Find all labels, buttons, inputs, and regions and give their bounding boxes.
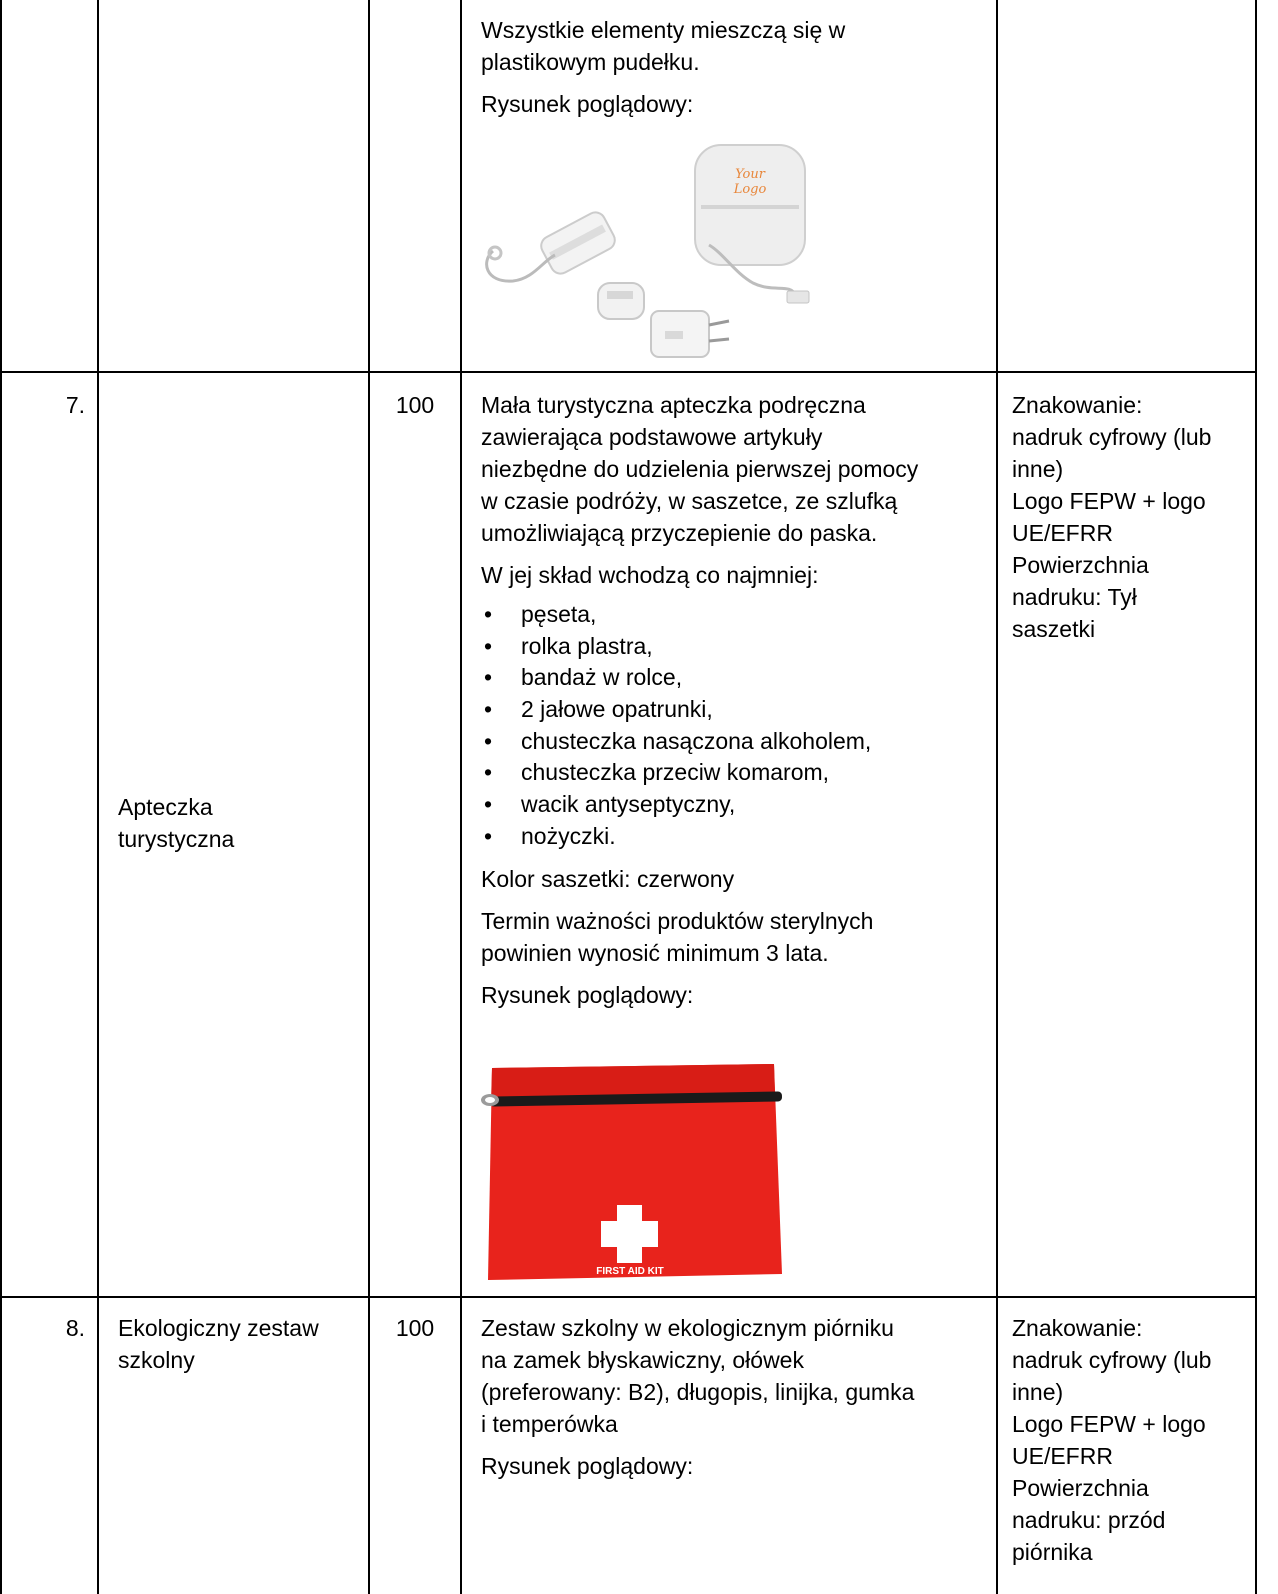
car-charger-shape — [598, 283, 644, 319]
description-line: Wszystkie elementy mieszczą się w — [481, 17, 846, 43]
svg-text:FIRST AID KIT: FIRST AID KIT — [596, 1266, 664, 1277]
first-aid-kit-product-image — [478, 1060, 788, 1288]
product-name — [118, 791, 234, 855]
marking-line: Znakowanie: — [1012, 1315, 1143, 1341]
description-line: Zestaw szkolny w ekologicznym piórniku — [481, 1315, 894, 1341]
table-border-right — [1255, 0, 1257, 1594]
description-line: zawierająca podstawowe artykuły — [481, 424, 823, 450]
description-line: Mała turystyczna apteczka podręczna — [481, 392, 866, 418]
description-line: i temperówka — [481, 1411, 618, 1437]
list-item: • pęseta, — [481, 599, 918, 631]
product-name — [118, 1312, 319, 1376]
illustrative-image-label: Rysunek poglądowy: — [481, 981, 694, 1008]
marking-line: Powierzchnia — [1012, 552, 1149, 578]
marking-line: Logo FEPW + logo — [1012, 1411, 1206, 1437]
description-line: na zamek błyskawiczny, ołówek — [481, 1347, 804, 1373]
list-item: • rolka plastra, — [481, 631, 918, 663]
table-col-divider-4 — [996, 0, 998, 1594]
product-name-line: szkolny — [118, 1347, 195, 1373]
list-item: • nożyczki. — [481, 821, 918, 853]
list-item: • 2 jałowe opatrunki, — [481, 694, 918, 726]
row-continuation-description — [481, 14, 845, 120]
row-number: 8. — [65, 1315, 85, 1341]
contents-list — [481, 599, 918, 853]
description-line: plastikowym pudełku. — [481, 49, 700, 75]
description-line: w czasie podróży, w saszetce, ze szlufką — [481, 488, 898, 514]
description-line: W jej skład wchodzą co najmniej: — [481, 562, 819, 588]
marking-line: nadruk cyfrowy (lub — [1012, 1347, 1212, 1373]
description-line: powinien wynosić minimum 3 lata. — [481, 939, 829, 966]
svg-text:Your: Your — [735, 167, 765, 182]
marking-info — [1012, 389, 1211, 645]
marking-line: nadruku: przód — [1012, 1507, 1166, 1533]
illustrative-image-label: Rysunek poglądowy: — [481, 1453, 694, 1479]
charger-set-product-image — [473, 133, 813, 369]
description-line: Termin ważności produktów sterylnych — [481, 907, 874, 934]
list-item: • chusteczka nasączona alkoholem, — [481, 726, 918, 758]
marking-line: Znakowanie: — [1012, 392, 1143, 418]
marking-line: UE/EFRR — [1012, 1443, 1113, 1469]
product-name-line: Apteczka — [118, 794, 213, 820]
marking-line: nadruku: Tył — [1012, 584, 1137, 610]
table-col-divider-1 — [97, 0, 99, 1594]
description-line: (preferowany: B2), długopis, linijka, gumka — [481, 1379, 915, 1405]
product-name-line: Ekologiczny zestaw — [118, 1315, 319, 1341]
quantity: 100 — [395, 392, 435, 418]
marking-line: UE/EFRR — [1012, 520, 1113, 546]
marking-line: inne) — [1012, 456, 1064, 482]
table-border-left — [0, 0, 2, 1594]
description-line: Kolor saszetki: czerwony — [481, 865, 735, 892]
marking-line: Powierzchnia — [1012, 1475, 1149, 1501]
description-line: umożliwiającą przyczepienie do paska. — [481, 520, 878, 546]
product-description — [481, 389, 918, 1011]
svg-text:Logo: Logo — [733, 182, 767, 197]
marking-line: inne) — [1012, 1379, 1064, 1405]
marking-line: Logo FEPW + logo — [1012, 488, 1206, 514]
table-row-divider-1 — [0, 371, 1257, 373]
marking-line: piórnika — [1012, 1539, 1093, 1565]
table-col-divider-2 — [368, 0, 370, 1594]
list-item: • chusteczka przeciw komarom, — [481, 757, 918, 789]
marking-line: saszetki — [1012, 616, 1096, 642]
table-col-divider-3 — [460, 0, 462, 1594]
product-description — [481, 1312, 914, 1482]
row-number: 7. — [65, 392, 85, 418]
illustrative-image-label: Rysunek poglądowy: — [481, 91, 694, 117]
list-item: • bandaż w rolce, — [481, 662, 918, 694]
quantity: 100 — [395, 1315, 435, 1341]
description-line: niezbędne do udzielenia pierwszej pomocy — [481, 456, 919, 482]
table-row-divider-2 — [0, 1296, 1257, 1298]
marking-line: nadruk cyfrowy (lub — [1012, 424, 1212, 450]
list-item: • wacik antyseptyczny, — [481, 789, 918, 821]
product-name-line: turystyczna — [118, 826, 235, 852]
marking-info — [1012, 1312, 1211, 1568]
